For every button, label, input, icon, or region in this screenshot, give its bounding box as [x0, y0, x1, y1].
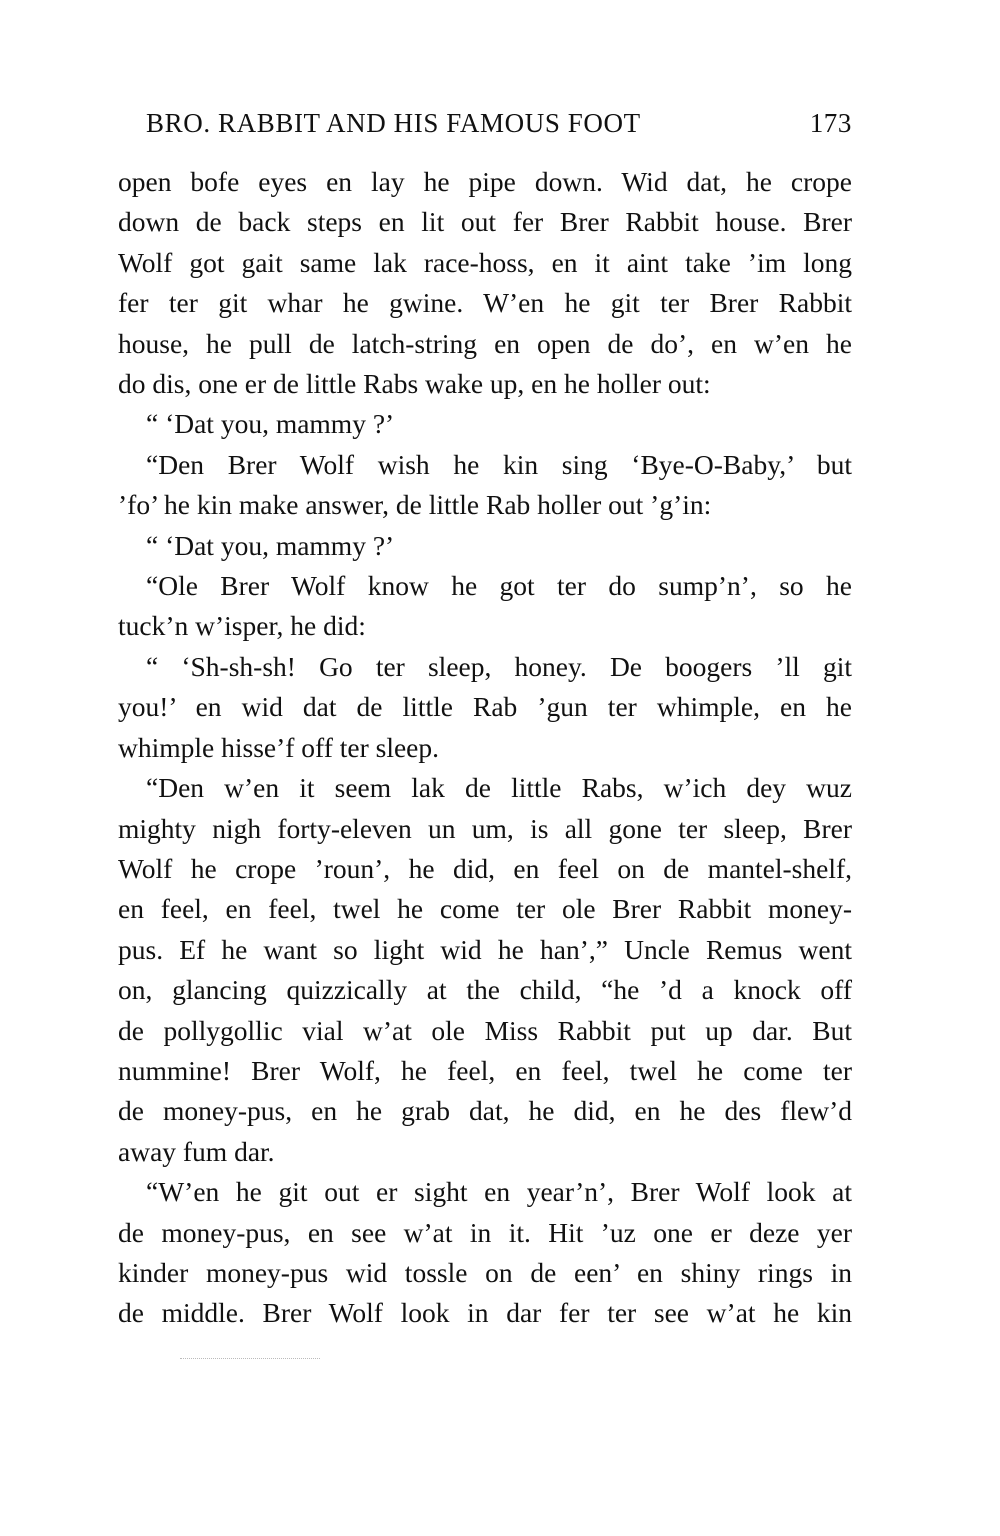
- page-number: 173: [809, 108, 852, 138]
- paragraph-line: “ ‘Dat you, mammy ?’: [146, 408, 395, 440]
- paragraph-line: “Ole Brer Wolf know he got ter do sump’n’, so he: [146, 570, 852, 602]
- paragraph-line: you!’ en wid dat de little Rab ’gun ter whimple, en he: [118, 691, 852, 723]
- paragraph-line: “W’en he git out er sight en year’n’, Brer Wolf look at: [146, 1176, 852, 1208]
- book-page: [118, 108, 852, 1334]
- paragraph-line: fer ter git whar he gwine. W’en he git ter Brer Rabbit: [118, 287, 852, 319]
- paragraph-line: down de back steps en lit out fer Brer Rabbit house. Brer: [118, 206, 852, 238]
- paragraph-line: “Den w’en it seem lak de little Rabs, w’ich dey wuz: [146, 772, 852, 804]
- paragraph-line: tuck’n w’isper, he did:: [118, 610, 366, 642]
- paragraph-line: nummine! Brer Wolf, he feel, en feel, twel he come ter: [118, 1054, 852, 1086]
- paragraph-line: on, glancing quizzically at the child, “he ’d a knock off: [118, 974, 852, 1006]
- paragraph-line: “ ‘Sh-sh-sh! Go ter sleep, honey. De boogers ’ll git: [146, 650, 852, 682]
- paragraph-line: “Den Brer Wolf wish he kin sing ‘Bye-O-Baby,’ but: [146, 448, 852, 480]
- body-text: [118, 162, 852, 1334]
- paragraph-line: pus. Ef he want so light wid he han’,” Uncle Remus went: [118, 933, 852, 965]
- running-head: [146, 108, 852, 148]
- paragraph-line: en feel, en feel, twel he come ter ole Brer Rabbit money-: [118, 893, 852, 925]
- paragraph-line: de middle. Brer Wolf look in dar fer ter see w’at he kin: [118, 1297, 852, 1329]
- paragraph-line: de pollygollic vial w’at ole Miss Rabbit put up dar. But: [118, 1014, 852, 1046]
- running-title: BRO. RABBIT AND HIS FAMOUS FOOT: [146, 108, 641, 138]
- paragraph-line: “ ‘Dat you, mammy ?’: [146, 529, 395, 561]
- scan-smudge: [180, 1358, 320, 1361]
- paragraph-line: open bofe eyes en lay he pipe down. Wid dat, he crope: [118, 166, 852, 197]
- paragraph-line: kinder money-pus wid tossle on de een’ en shiny rings in: [118, 1256, 852, 1288]
- paragraph-line: Wolf got gait same lak race-hoss, en it aint take ’im long: [118, 246, 852, 278]
- paragraph-line: house, he pull de latch-string en open de do’, en w’en he: [118, 327, 852, 359]
- paragraph-line: de money-pus, en see w’at in it. Hit ’uz one er deze yer: [118, 1216, 852, 1248]
- paragraph-line: de money-pus, en he grab dat, he did, en he des flew’d: [118, 1095, 852, 1127]
- paragraph-line: do dis, one er de little Rabs wake up, en he holler out:: [118, 368, 711, 400]
- paragraph-line: ’fo’ he kin make answer, de little Rab holler out ’g’in:: [118, 489, 712, 521]
- paragraph-line: whimple hisse’f off ter sleep.: [118, 731, 440, 763]
- paragraph-line: mighty nigh forty-eleven un um, is all gone ter sleep, Brer: [118, 812, 852, 844]
- paragraph-line: away fum dar.: [118, 1135, 275, 1167]
- paragraph-line: Wolf he crope ’roun’, he did, en feel on de mantel-shelf,: [118, 852, 852, 884]
